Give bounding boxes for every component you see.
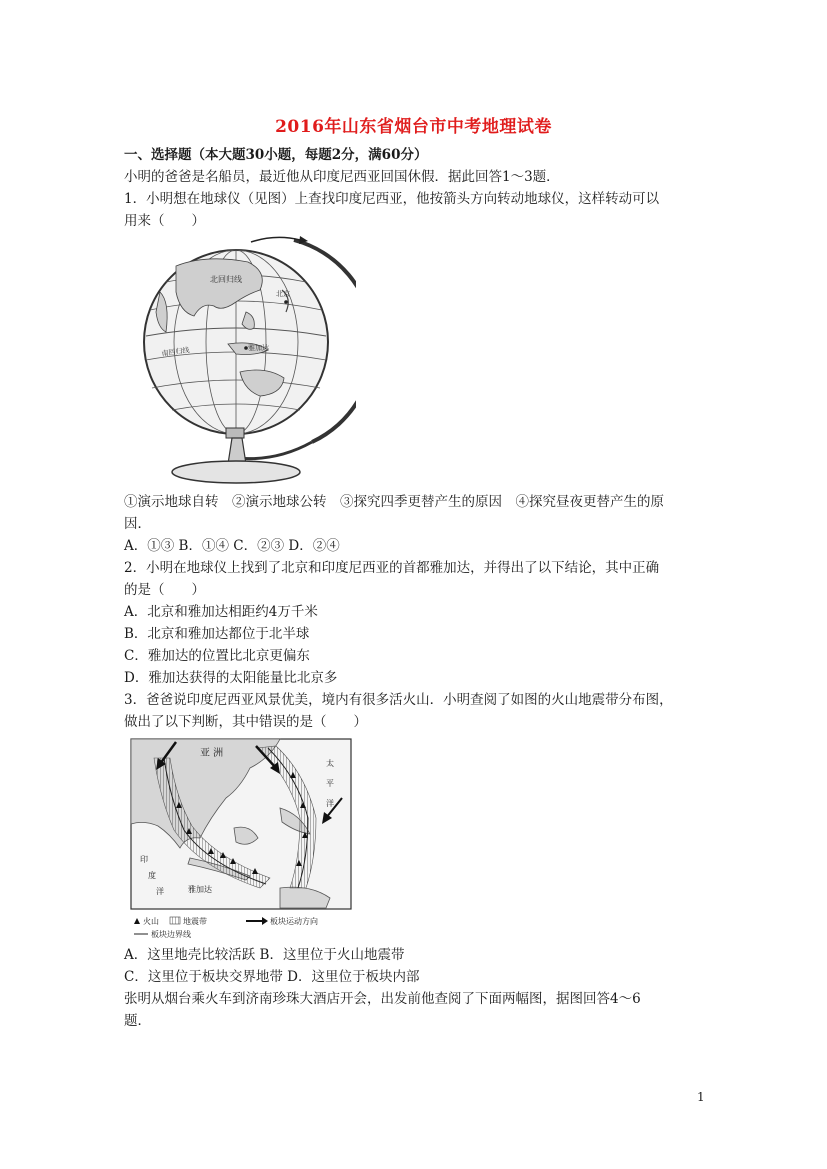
q2-option-b: B．北京和雅加达都位于北半球 <box>124 626 310 642</box>
legend-quake: 地震带 <box>183 917 207 926</box>
globe-label-south-tropic: 南回归线 <box>161 346 191 358</box>
globe-stand-neck <box>228 438 246 464</box>
q1-statements-line1: ①演示地球自转 ②演示地球公转 ③探究四季更替产生的原因 ④探究昼夜更替产生的原 <box>124 494 664 510</box>
legend-volcano: 火山 <box>143 917 159 926</box>
volcano-map-figure <box>130 738 352 938</box>
section-heading: 一、选择题（本大题30小题，每题2分，满60分） <box>124 147 428 163</box>
intro-4-6-line1: 张明从烟台乘火车到济南珍珠大酒店开会，出发前他查阅了下面两幅图，据图回答4～6 <box>124 991 641 1007</box>
map-label-jakarta: 雅加达 <box>188 885 212 894</box>
globe-label-jakarta: 雅加达 <box>248 344 269 352</box>
q2-option-c: C．雅加达的位置比北京更偏东 <box>124 648 310 664</box>
beijing-dot <box>284 300 288 304</box>
globe-label-tropic: 北回归线 <box>210 275 242 284</box>
q1-statements-line2: 因． <box>124 516 151 532</box>
q2-option-d: D．雅加达获得的太阳能量比北京多 <box>124 670 338 686</box>
q2-stem-line1: 2．小明在地球仪上找到了北京和印度尼西亚的首都雅加达，并得出了以下结论，其中正确 <box>124 560 660 576</box>
q3-stem-line1: 3．爸爸说印度尼西亚风景优美，境内有很多活火山．小明查阅了如图的火山地震带分布图， <box>124 692 673 708</box>
map-label-pacific-3: 洋 <box>326 799 334 808</box>
q3-options-line2: C．这里位于板块交界地带 D．这里位于板块内部 <box>124 969 420 985</box>
map-label-indian-3: 洋 <box>156 887 164 896</box>
globe-base <box>172 461 300 483</box>
q1-stem-line2: 用来（ ） <box>124 213 205 229</box>
jakarta-dot <box>244 346 248 350</box>
q3-options-line1: A．这里地壳比较活跃 B．这里位于火山地震带 <box>124 947 405 963</box>
legend-motion: 板块运动方向 <box>270 917 318 926</box>
q3-stem-line2: 做出了以下判断，其中错误的是（ ） <box>124 714 367 730</box>
globe-figure <box>136 232 356 488</box>
page-number: 1 <box>697 1090 705 1104</box>
legend-boundary: 板块边界线 <box>151 930 191 938</box>
intro-1-3: 小明的爸爸是名船员，最近他从印度尼西亚回国休假．据此回答1～3题． <box>124 169 560 185</box>
page-title: 2016年山东省烟台市中考地理试卷 <box>275 117 552 137</box>
map-label-indian-1: 印 <box>140 855 148 864</box>
q2-option-a: A．北京和雅加达相距约4万千米 <box>124 604 318 620</box>
rotation-arrow <box>251 237 300 242</box>
q1-stem-line1: 1．小明想在地球仪（见图）上查找印度尼西亚，他按箭头方向转动地球仪，这样转动可以 <box>124 191 660 207</box>
q1-options: A．①③ B．①④ C．②③ D．②④ <box>124 538 340 554</box>
map-label-asia: 亚 洲 <box>200 748 224 759</box>
map-label-pacific-1: 太 <box>326 759 334 768</box>
map-label-indian-2: 度 <box>148 871 156 880</box>
q2-stem-line2: 的是（ ） <box>124 582 205 598</box>
globe-label-north: 北京 <box>276 290 290 298</box>
intro-4-6-line2: 题． <box>124 1013 151 1029</box>
map-label-pacific-2: 平 <box>326 779 334 788</box>
